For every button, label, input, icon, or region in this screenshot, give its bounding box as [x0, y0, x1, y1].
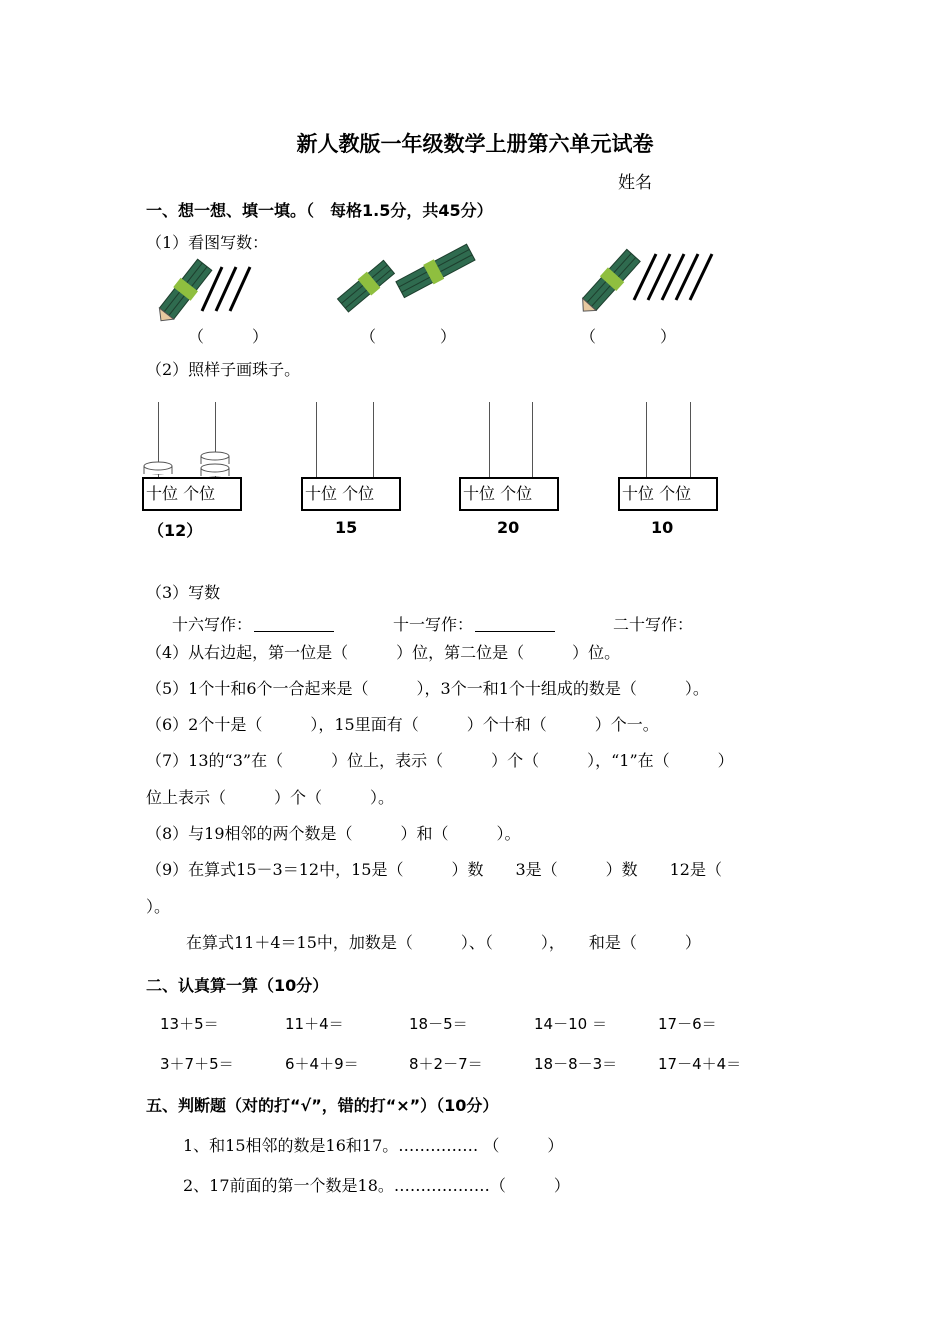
section5-heading: 五、判断题（对的打“√”，错的打“×”）（10分） [146, 1096, 499, 1115]
judge-item-1 [183, 1133, 563, 1156]
q1-answer-1[interactable]: （ ） [188, 327, 269, 346]
abacus-number-4: 10 [651, 518, 674, 537]
calc-2-5[interactable]: 17－4＋4＝ [658, 1055, 742, 1073]
q3-item-1-label: 十六写作： [172, 615, 253, 634]
q3-item-1 [172, 612, 334, 635]
q1-answer-3[interactable]: （ ） [580, 327, 677, 346]
q4: （4）从右边起，第一位是（ ）位，第二位是（ ）位。 [146, 643, 621, 662]
pencil-bundle-group-2 [335, 240, 475, 310]
abacus-rod-ones [373, 402, 374, 478]
q3-item-2 [393, 612, 555, 635]
q3-blank-2[interactable] [475, 615, 555, 632]
judge-item-2-answer[interactable]: （ ） [489, 1176, 570, 1195]
q3-blank-1[interactable] [254, 615, 334, 632]
q7-line-1: （7）13的“3”在（ ）位上，表示（ ）个（ ），“1”在（ ） [146, 751, 734, 770]
section1-heading: 一、想一想、填一填。（ 每格1.5分，共45分） [146, 201, 493, 220]
calc-2-1[interactable]: 3＋7＋5＝ [160, 1055, 234, 1073]
q9-line-3: 在算式11＋4＝15中，加数是（ ）、（ ）， 和是（ ） [186, 933, 701, 952]
abacus-number-3: 20 [497, 518, 520, 537]
q3-item-3 [613, 612, 693, 635]
sample-beads [140, 448, 240, 480]
name-label: 姓名 [618, 173, 652, 193]
judge-item-1-answer[interactable]: （ ） [483, 1136, 564, 1155]
q7-line-2: 位上表示（ ）个（ ）。 [146, 788, 395, 807]
abacus-rod-tens [316, 402, 317, 478]
q1-label: （1）看图写数： [146, 233, 269, 252]
q8: （8）与19相邻的两个数是（ ）和（ ）。 [146, 824, 521, 843]
page-title: 新人教版一年级数学上册第六单元试卷 [296, 131, 654, 156]
q2-label: （2）照样子画珠子。 [146, 360, 301, 379]
abacus-number-2: 15 [335, 518, 358, 537]
calc-2-4[interactable]: 18－8－3＝ [534, 1055, 618, 1073]
q3-label: （3）写数 [146, 583, 221, 602]
place-value-box-4: 十位 个位 [618, 477, 718, 511]
pencil-bundle-group-1 [160, 255, 270, 325]
calc-1-3[interactable]: 18－5＝ [409, 1015, 468, 1033]
calc-1-4[interactable]: 14－10 ＝ [534, 1015, 607, 1033]
section2-heading: 二、认真算一算（10分） [146, 976, 329, 995]
place-value-box-3: 十位 个位 [459, 477, 559, 511]
q9-line-2: ）。 [146, 897, 171, 916]
calc-1-5[interactable]: 17－6＝ [658, 1015, 717, 1033]
q6: （6）2个十是（ ），15里面有（ ）个十和（ ）个一。 [146, 715, 659, 734]
place-value-box-2: 十位 个位 [301, 477, 401, 511]
pencil-bundle-group-3 [580, 240, 725, 310]
judge-item-2-text: 2、17前面的第一个数是18。……………… [183, 1176, 490, 1195]
judge-item-1-text: 1、和15相邻的数是16和17。…………… [183, 1136, 484, 1155]
calc-2-2[interactable]: 6＋4＋9＝ [285, 1055, 359, 1073]
judge-item-2 [183, 1173, 570, 1196]
calc-1-1[interactable]: 13＋5＝ [160, 1015, 219, 1033]
q1-answer-2[interactable]: （ ） [360, 327, 457, 346]
abacus-rod-ones [690, 402, 691, 478]
q3-item-2-label: 十一写作： [393, 615, 474, 634]
q5: （5）1个十和6个一合起来是（ ），3个一和1个十组成的数是（ ）。 [146, 679, 709, 698]
abacus-number-1: （12） [148, 521, 203, 540]
abacus-rod-tens [646, 402, 647, 478]
q9-line-1: （9）在算式15－3＝12中，15是（ ）数 3是（ ）数 12是（ [146, 860, 722, 879]
place-value-box-1: 十位 个位 [142, 477, 242, 511]
calc-2-3[interactable]: 8＋2－7＝ [409, 1055, 483, 1073]
abacus-rod-ones [532, 402, 533, 478]
q3-item-3-label: 二十写作： [613, 615, 694, 634]
calc-1-2[interactable]: 11＋4＝ [285, 1015, 344, 1033]
abacus-rod-tens [489, 402, 490, 478]
